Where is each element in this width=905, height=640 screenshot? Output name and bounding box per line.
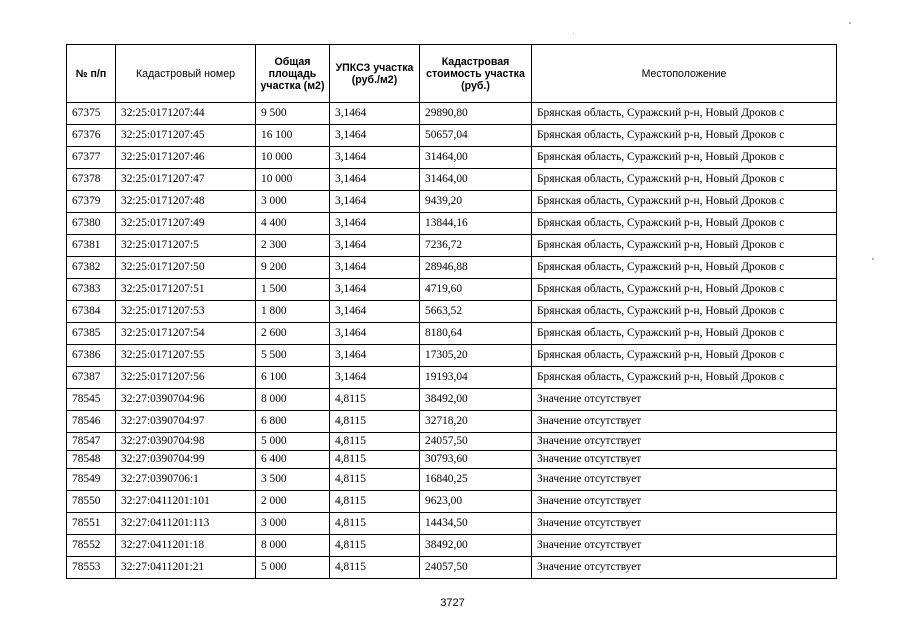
cell-cadastral-value: 38492,00 — [420, 535, 532, 557]
cell-num: 67385 — [67, 323, 116, 345]
cell-cadastral-number: 32:25:0171207:54 — [116, 323, 256, 345]
document-sheet — [66, 44, 836, 579]
cell-location: Значение отсутствует — [532, 451, 837, 469]
cell-location: Значение отсутствует — [532, 433, 837, 451]
cell-area: 5 000 — [256, 433, 330, 451]
cell-cadastral-value: 13844,16 — [420, 213, 532, 235]
header-area: Общая площадь участка (м2) — [256, 45, 330, 103]
cell-num: 78548 — [67, 451, 116, 469]
cell-cadastral-number: 32:25:0171207:48 — [116, 191, 256, 213]
table-row — [67, 169, 837, 191]
cell-upkc: 4,8115 — [330, 451, 420, 469]
table-row — [67, 125, 837, 147]
cell-cadastral-number: 32:27:0390704:96 — [116, 389, 256, 411]
cell-num: 67378 — [67, 169, 116, 191]
cell-cadastral-value: 19193,04 — [420, 367, 532, 389]
cell-num: 67387 — [67, 367, 116, 389]
cell-cadastral-number: 32:27:0411201:18 — [116, 535, 256, 557]
cell-cadastral-value: 30793,60 — [420, 451, 532, 469]
cell-cadastral-number: 32:27:0411201:21 — [116, 557, 256, 579]
cadastral-value-table — [66, 44, 837, 579]
cell-upkc: 4,8115 — [330, 491, 420, 513]
cell-location: Брянская область, Суражский р-н, Новый Дроков с — [532, 279, 837, 301]
table-row — [67, 513, 837, 535]
cell-cadastral-value: 31464,00 — [420, 147, 532, 169]
cell-num: 67375 — [67, 103, 116, 125]
table-row — [67, 469, 837, 491]
cell-location: Брянская область, Суражский р-н, Новый Дроков с — [532, 191, 837, 213]
cell-location: Брянская область, Суражский р-н, Новый Дроков с — [532, 213, 837, 235]
cell-area: 5 500 — [256, 345, 330, 367]
cell-num: 67380 — [67, 213, 116, 235]
cell-cadastral-value: 24057,50 — [420, 557, 532, 579]
cell-upkc: 4,8115 — [330, 535, 420, 557]
scan-speck — [849, 22, 851, 24]
table-row — [67, 147, 837, 169]
cell-upkc: 3,1464 — [330, 103, 420, 125]
cell-cadastral-value: 14434,50 — [420, 513, 532, 535]
cell-upkc: 3,1464 — [330, 125, 420, 147]
cell-cadastral-number: 32:27:0390704:99 — [116, 451, 256, 469]
cell-upkc: 4,8115 — [330, 557, 420, 579]
cell-cadastral-number: 32:25:0171207:50 — [116, 257, 256, 279]
cell-cadastral-value: 38492,00 — [420, 389, 532, 411]
table-row — [67, 301, 837, 323]
cell-location: Брянская область, Суражский р-н, Новый Дроков с — [532, 345, 837, 367]
cell-upkc: 3,1464 — [330, 301, 420, 323]
cell-cadastral-value: 24057,50 — [420, 433, 532, 451]
cell-area: 1 800 — [256, 301, 330, 323]
table-body — [67, 103, 837, 579]
cell-upkc: 4,8115 — [330, 433, 420, 451]
cell-area: 4 400 — [256, 213, 330, 235]
cell-area: 2 000 — [256, 491, 330, 513]
cell-location: Значение отсутствует — [532, 535, 837, 557]
cell-cadastral-number: 32:25:0171207:49 — [116, 213, 256, 235]
cell-upkc: 3,1464 — [330, 213, 420, 235]
table-row — [67, 345, 837, 367]
table-row — [67, 557, 837, 579]
cell-num: 67377 — [67, 147, 116, 169]
cell-upkc: 3,1464 — [330, 169, 420, 191]
cell-area: 2 300 — [256, 235, 330, 257]
cell-cadastral-number: 32:25:0171207:46 — [116, 147, 256, 169]
cell-location: Брянская область, Суражский р-н, Новый Дроков с — [532, 235, 837, 257]
cell-location: Брянская область, Суражский р-н, Новый Дроков с — [532, 125, 837, 147]
table-row — [67, 535, 837, 557]
cell-cadastral-number: 32:25:0171207:56 — [116, 367, 256, 389]
table-row — [67, 389, 837, 411]
header-cadastral-number: Кадастровый номер — [116, 45, 256, 103]
cell-area: 6 400 — [256, 451, 330, 469]
cell-cadastral-value: 4719,60 — [420, 279, 532, 301]
header-num: № п/п — [67, 45, 116, 103]
cell-location: Брянская область, Суражский р-н, Новый Дроков с — [532, 169, 837, 191]
cell-area: 1 500 — [256, 279, 330, 301]
cell-area: 8 000 — [256, 389, 330, 411]
cell-area: 9 500 — [256, 103, 330, 125]
cell-location: Брянская область, Суражский р-н, Новый Дроков с — [532, 367, 837, 389]
cell-location: Значение отсутствует — [532, 389, 837, 411]
cell-upkc: 4,8115 — [330, 411, 420, 433]
cell-num: 78550 — [67, 491, 116, 513]
cell-location: Брянская область, Суражский р-н, Новый Дроков с — [532, 103, 837, 125]
cell-cadastral-value: 28946,88 — [420, 257, 532, 279]
cell-cadastral-value: 50657,04 — [420, 125, 532, 147]
cell-cadastral-number: 32:25:0171207:45 — [116, 125, 256, 147]
cell-location: Брянская область, Суражский р-н, Новый Дроков с — [532, 257, 837, 279]
cell-area: 6 800 — [256, 411, 330, 433]
cell-location: Брянская область, Суражский р-н, Новый Дроков с — [532, 301, 837, 323]
cell-cadastral-number: 32:25:0171207:5 — [116, 235, 256, 257]
cell-location: Значение отсутствует — [532, 411, 837, 433]
table-row — [67, 279, 837, 301]
table-row — [67, 103, 837, 125]
cell-location: Брянская область, Суражский р-н, Новый Дроков с — [532, 323, 837, 345]
cell-cadastral-number: 32:27:0390704:97 — [116, 411, 256, 433]
cell-cadastral-number: 32:27:0390706:1 — [116, 469, 256, 491]
cell-cadastral-value: 31464,00 — [420, 169, 532, 191]
cell-upkc: 3,1464 — [330, 345, 420, 367]
cell-num: 78547 — [67, 433, 116, 451]
cell-location: Брянская область, Суражский р-н, Новый Дроков с — [532, 147, 837, 169]
table-row — [67, 213, 837, 235]
header-cadastral-value: Кадастровая стоимость участка (руб.) — [420, 45, 532, 103]
table-row — [67, 191, 837, 213]
table-row — [67, 433, 837, 451]
cell-upkc: 3,1464 — [330, 147, 420, 169]
cell-cadastral-value: 7236,72 — [420, 235, 532, 257]
cell-area: 10 000 — [256, 169, 330, 191]
cell-cadastral-value: 5663,52 — [420, 301, 532, 323]
cell-num: 78546 — [67, 411, 116, 433]
cell-area: 10 000 — [256, 147, 330, 169]
cell-num: 67384 — [67, 301, 116, 323]
cell-cadastral-value: 32718,20 — [420, 411, 532, 433]
cell-upkc: 3,1464 — [330, 257, 420, 279]
table-header-row — [67, 45, 837, 103]
table-row — [67, 451, 837, 469]
cell-cadastral-value: 8180,64 — [420, 323, 532, 345]
cell-area: 9 200 — [256, 257, 330, 279]
cell-cadastral-number: 32:27:0411201:101 — [116, 491, 256, 513]
cell-cadastral-number: 32:25:0171207:44 — [116, 103, 256, 125]
cell-area: 3 000 — [256, 513, 330, 535]
cell-area: 16 100 — [256, 125, 330, 147]
cell-area: 2 600 — [256, 323, 330, 345]
cell-cadastral-value: 29890,80 — [420, 103, 532, 125]
cell-cadastral-number: 32:25:0171207:53 — [116, 301, 256, 323]
cell-upkc: 3,1464 — [330, 367, 420, 389]
cell-cadastral-number: 32:25:0171207:51 — [116, 279, 256, 301]
cell-location: Значение отсутствует — [532, 557, 837, 579]
cell-upkc: 4,8115 — [330, 469, 420, 491]
cell-num: 67376 — [67, 125, 116, 147]
cell-upkc: 3,1464 — [330, 235, 420, 257]
table-row — [67, 367, 837, 389]
cell-cadastral-number: 32:25:0171207:47 — [116, 169, 256, 191]
cell-cadastral-number: 32:27:0411201:113 — [116, 513, 256, 535]
cell-num: 78549 — [67, 469, 116, 491]
cell-cadastral-value: 16840,25 — [420, 469, 532, 491]
cell-cadastral-value: 9439,20 — [420, 191, 532, 213]
cell-num: 78545 — [67, 389, 116, 411]
cell-area: 3 000 — [256, 191, 330, 213]
cell-num: 67383 — [67, 279, 116, 301]
table-row — [67, 235, 837, 257]
cell-upkc: 3,1464 — [330, 279, 420, 301]
table-row — [67, 491, 837, 513]
cell-cadastral-value: 9623,00 — [420, 491, 532, 513]
scan-speck — [872, 258, 874, 260]
cell-upkc: 3,1464 — [330, 191, 420, 213]
cell-area: 3 500 — [256, 469, 330, 491]
cell-num: 78552 — [67, 535, 116, 557]
cell-area: 8 000 — [256, 535, 330, 557]
cell-num: 78551 — [67, 513, 116, 535]
cell-cadastral-number: 32:27:0390704:98 — [116, 433, 256, 451]
cell-num: 78553 — [67, 557, 116, 579]
scan-speck — [573, 33, 574, 34]
cell-num: 67382 — [67, 257, 116, 279]
cell-num: 67381 — [67, 235, 116, 257]
cell-num: 67386 — [67, 345, 116, 367]
table-row — [67, 257, 837, 279]
cell-num: 67379 — [67, 191, 116, 213]
header-upkc: УПКСЗ участка (руб./м2) — [330, 45, 420, 103]
cell-location: Значение отсутствует — [532, 491, 837, 513]
cell-location: Значение отсутствует — [532, 513, 837, 535]
cell-upkc: 3,1464 — [330, 323, 420, 345]
cell-cadastral-value: 17305,20 — [420, 345, 532, 367]
cell-upkc: 4,8115 — [330, 389, 420, 411]
cell-area: 6 100 — [256, 367, 330, 389]
cell-area: 5 000 — [256, 557, 330, 579]
cell-cadastral-number: 32:25:0171207:55 — [116, 345, 256, 367]
table-row — [67, 323, 837, 345]
cell-location: Значение отсутствует — [532, 469, 837, 491]
header-location: Местоположение — [532, 45, 837, 103]
cell-upkc: 4,8115 — [330, 513, 420, 535]
page-number: 3727 — [440, 597, 465, 609]
table-row — [67, 411, 837, 433]
